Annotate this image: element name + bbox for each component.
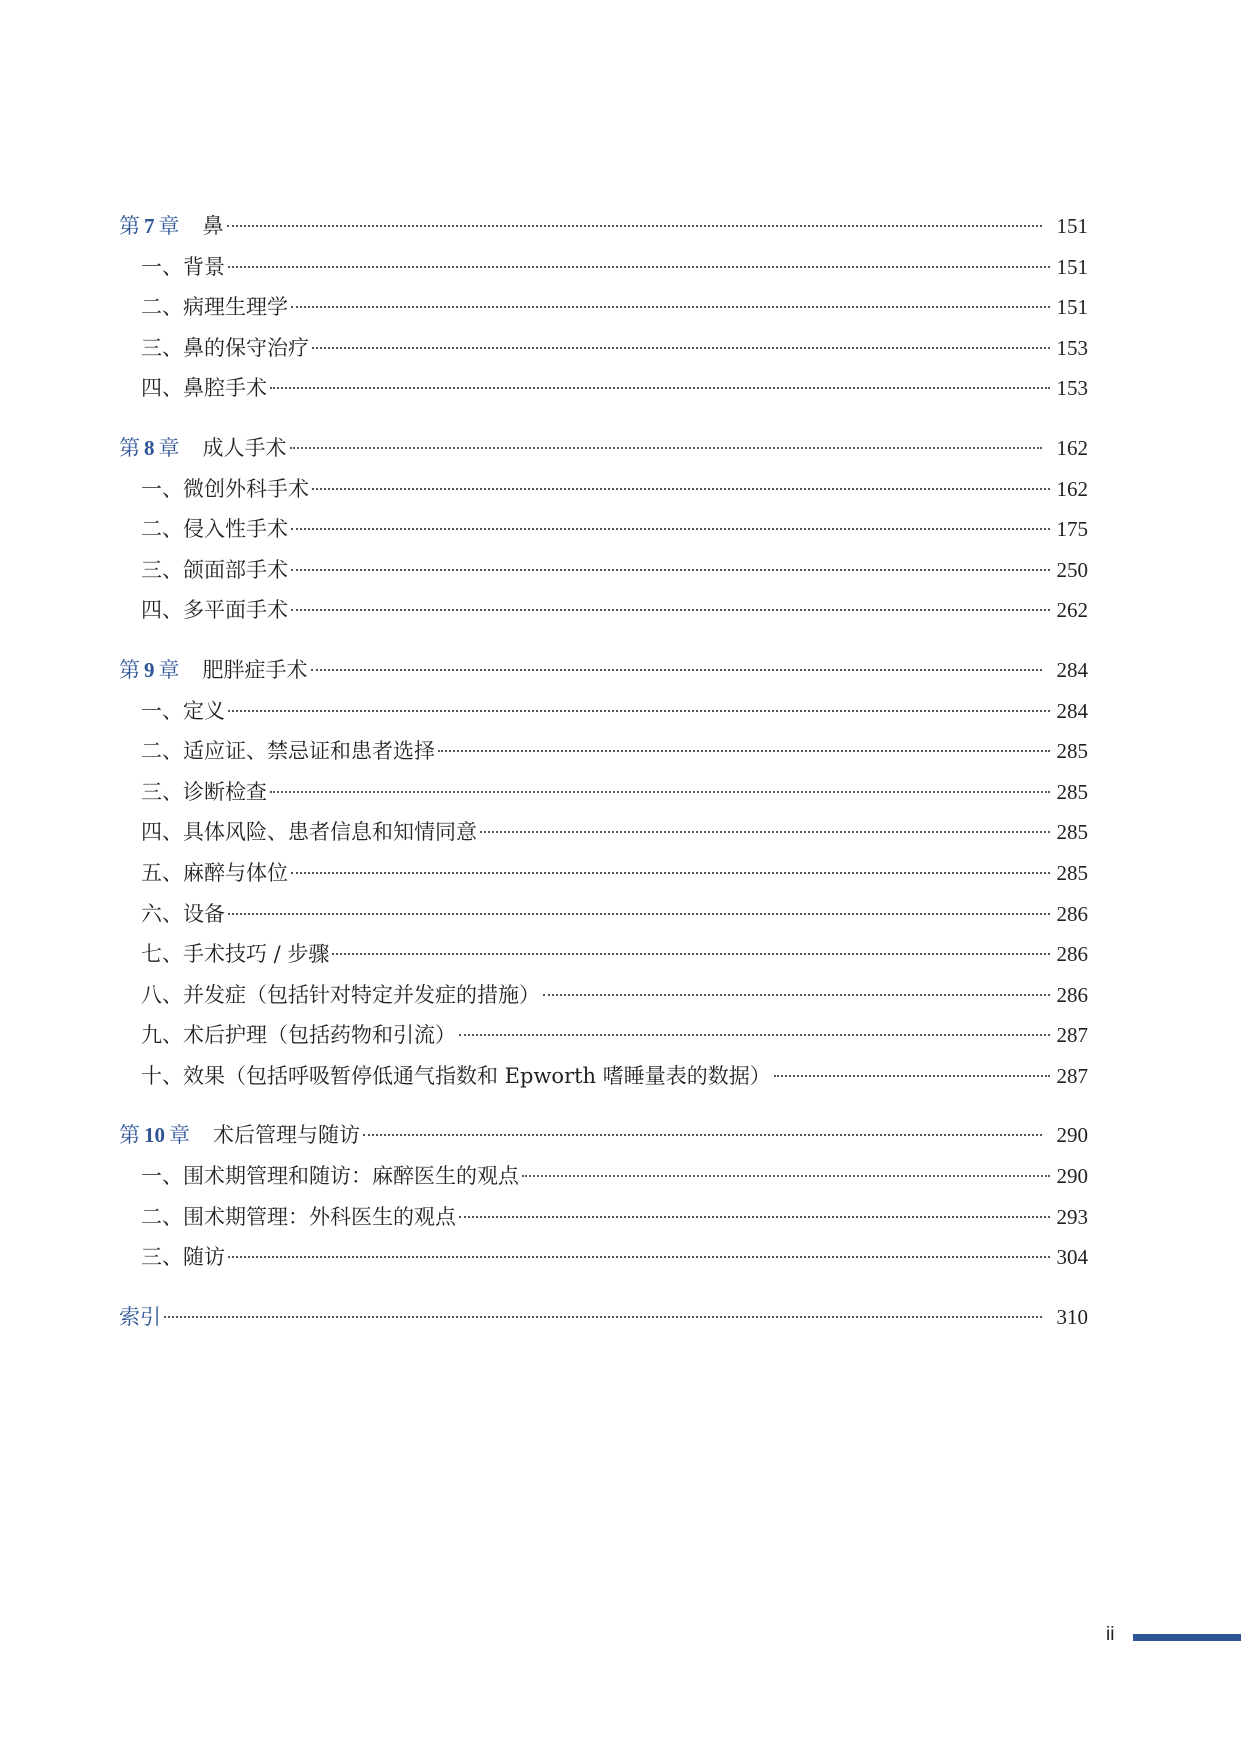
dot-leader bbox=[291, 569, 1050, 571]
chapter-9 bbox=[119, 650, 1088, 1097]
section-entry[interactable] bbox=[119, 469, 1088, 510]
section-title: 三、颌面部手术 bbox=[141, 557, 288, 582]
page-number: 286 bbox=[1056, 901, 1088, 926]
chapter-title: 鼻 bbox=[202, 214, 224, 238]
chapter-number: 第 9 章 bbox=[119, 657, 180, 682]
page-number: 285 bbox=[1056, 820, 1088, 845]
section-entry[interactable] bbox=[119, 975, 1088, 1016]
chapter-7 bbox=[119, 206, 1088, 409]
dot-leader bbox=[228, 1256, 1050, 1258]
chapter-8 bbox=[119, 428, 1088, 631]
section-entry[interactable] bbox=[119, 1156, 1088, 1197]
page-number: 304 bbox=[1056, 1245, 1088, 1270]
section-entry[interactable] bbox=[119, 590, 1088, 631]
dot-leader bbox=[290, 447, 1043, 449]
folio-accent-bar bbox=[1133, 1634, 1241, 1641]
section-title: 六、设备 bbox=[141, 901, 225, 926]
page-number: 285 bbox=[1056, 739, 1088, 764]
section-entry[interactable] bbox=[119, 1237, 1088, 1278]
page-number: 151 bbox=[1056, 214, 1088, 238]
section-entry[interactable] bbox=[119, 550, 1088, 591]
page-number: 262 bbox=[1056, 598, 1088, 623]
page-number: 284 bbox=[1056, 698, 1088, 723]
chapter-heading[interactable] bbox=[119, 428, 1088, 469]
page-number: 250 bbox=[1056, 557, 1088, 582]
index-title: 索引 bbox=[119, 1304, 161, 1329]
section-title: 三、诊断检查 bbox=[141, 779, 267, 804]
dot-leader bbox=[270, 387, 1050, 389]
section-title: 二、围术期管理：外科医生的观点 bbox=[141, 1204, 456, 1229]
section-entry[interactable] bbox=[119, 368, 1088, 409]
section-title: 一、背景 bbox=[141, 254, 225, 279]
page-number: 285 bbox=[1056, 779, 1088, 804]
dot-leader bbox=[311, 669, 1043, 671]
chapter-heading[interactable] bbox=[119, 206, 1088, 247]
section-title: 四、多平面手术 bbox=[141, 598, 288, 623]
section-entry[interactable] bbox=[119, 1197, 1088, 1238]
page-number: 286 bbox=[1056, 982, 1088, 1007]
section-title: 三、鼻的保守治疗 bbox=[141, 335, 309, 360]
dot-leader bbox=[312, 347, 1050, 349]
chapter-number: 第 7 章 bbox=[119, 214, 180, 238]
chapter-title: 术后管理与随访 bbox=[213, 1123, 360, 1148]
section-title: 五、麻醉与体位 bbox=[141, 860, 288, 885]
section-entry[interactable] bbox=[119, 934, 1088, 975]
section-entry[interactable] bbox=[119, 287, 1088, 328]
dot-leader bbox=[227, 225, 1043, 227]
page-number: 151 bbox=[1056, 254, 1088, 279]
section-title: 七、手术技巧 / 步骤 bbox=[141, 942, 330, 967]
page-number: 175 bbox=[1056, 517, 1088, 542]
chapter-heading[interactable] bbox=[119, 1115, 1088, 1156]
chapter-title: 肥胖症手术 bbox=[202, 657, 308, 682]
section-entry[interactable] bbox=[119, 894, 1088, 935]
table-of-contents bbox=[119, 206, 1088, 1356]
page-number: 290 bbox=[1056, 1164, 1088, 1189]
dot-leader bbox=[270, 791, 1050, 793]
dot-leader bbox=[291, 306, 1050, 308]
section-title: 一、微创外科手术 bbox=[141, 476, 309, 501]
dot-leader bbox=[291, 872, 1050, 874]
page-number: 151 bbox=[1056, 295, 1088, 320]
chapter-title: 成人手术 bbox=[202, 435, 287, 460]
section-entry[interactable] bbox=[119, 772, 1088, 813]
dot-leader bbox=[522, 1175, 1050, 1177]
dot-leader bbox=[312, 488, 1050, 490]
dot-leader bbox=[459, 1216, 1050, 1218]
section-title: 三、随访 bbox=[141, 1245, 225, 1270]
chapter-10 bbox=[119, 1115, 1088, 1277]
dot-leader bbox=[480, 831, 1050, 833]
dot-leader bbox=[774, 1075, 1050, 1077]
page-number: 310 bbox=[1056, 1304, 1088, 1329]
page-number: 162 bbox=[1056, 435, 1088, 460]
page-number: 284 bbox=[1056, 657, 1088, 682]
page-number: 287 bbox=[1056, 1023, 1088, 1048]
dot-leader bbox=[291, 528, 1050, 530]
dot-leader bbox=[363, 1134, 1042, 1136]
chapter-heading[interactable] bbox=[119, 650, 1088, 691]
section-entry[interactable] bbox=[119, 691, 1088, 732]
section-title: 九、术后护理（包括药物和引流） bbox=[141, 1023, 456, 1048]
section-title: 二、适应证、禁忌证和患者选择 bbox=[141, 739, 435, 764]
page-number: 290 bbox=[1056, 1123, 1088, 1148]
section-title: 四、鼻腔手术 bbox=[141, 376, 267, 401]
page-number: 162 bbox=[1056, 476, 1088, 501]
section-title: 八、并发症（包括针对特定并发症的措施） bbox=[141, 982, 540, 1007]
page-number: 153 bbox=[1056, 335, 1088, 360]
section-entry[interactable] bbox=[119, 328, 1088, 369]
chapter-number: 第 8 章 bbox=[119, 435, 180, 460]
dot-leader bbox=[228, 913, 1050, 915]
section-entry[interactable] bbox=[119, 731, 1088, 772]
section-title: 四、具体风险、患者信息和知情同意 bbox=[141, 820, 477, 845]
section-entry[interactable] bbox=[119, 1056, 1088, 1097]
section-entry[interactable] bbox=[119, 1015, 1088, 1056]
section-title: 一、定义 bbox=[141, 698, 225, 723]
dot-leader bbox=[164, 1316, 1042, 1318]
section-entry[interactable] bbox=[119, 812, 1088, 853]
dot-leader bbox=[228, 266, 1050, 268]
dot-leader bbox=[543, 994, 1050, 996]
page-number: 285 bbox=[1056, 860, 1088, 885]
section-title: 二、侵入性手术 bbox=[141, 517, 288, 542]
page-number: 153 bbox=[1056, 376, 1088, 401]
dot-leader bbox=[228, 710, 1050, 712]
section-entry[interactable] bbox=[119, 853, 1088, 894]
folio-page-number: ii bbox=[1106, 1624, 1115, 1645]
dot-leader bbox=[438, 750, 1050, 752]
chapter-number: 第 10 章 bbox=[119, 1123, 190, 1148]
dot-leader bbox=[459, 1034, 1050, 1036]
dot-leader bbox=[332, 953, 1050, 955]
page-number: 286 bbox=[1056, 942, 1088, 967]
dot-leader bbox=[291, 609, 1050, 611]
section-entry[interactable] bbox=[119, 247, 1088, 288]
page-number: 293 bbox=[1056, 1204, 1088, 1229]
section-entry[interactable] bbox=[119, 509, 1088, 550]
index-entry-group bbox=[119, 1297, 1088, 1338]
index-entry[interactable] bbox=[119, 1297, 1088, 1338]
section-title: 二、病理生理学 bbox=[141, 295, 288, 320]
section-title: 十、效果（包括呼吸暂停低通气指数和 Epworth 嗜睡量表的数据） bbox=[141, 1063, 771, 1088]
page-number: 287 bbox=[1056, 1063, 1088, 1088]
section-title: 一、围术期管理和随访：麻醉医生的观点 bbox=[141, 1164, 519, 1189]
